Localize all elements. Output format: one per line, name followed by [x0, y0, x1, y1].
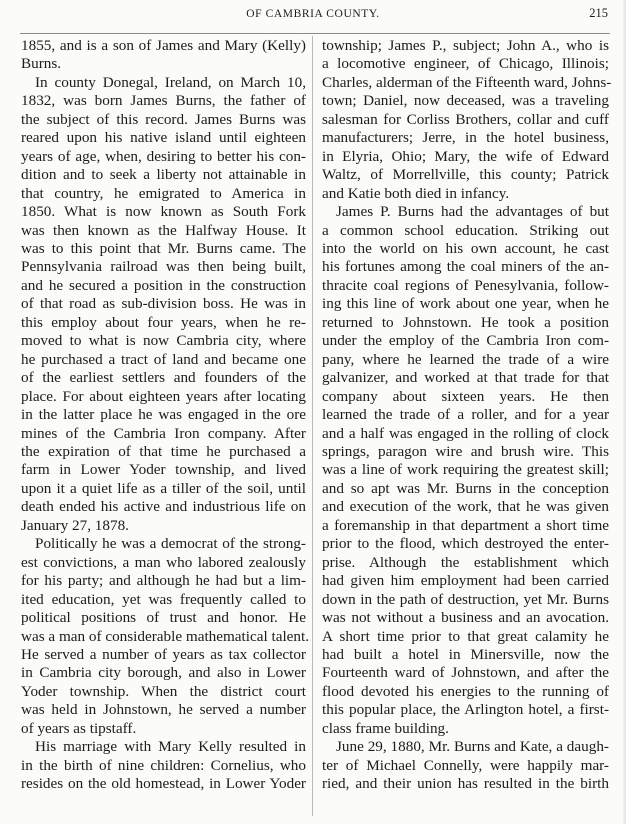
text-line: he purchased a tract of land and became one — [21, 350, 306, 368]
running-title: OF CAMBRIA COUNTY. — [246, 8, 380, 20]
text-line: 1850. What is now known as South Fork — [21, 203, 306, 221]
column-divider — [312, 36, 313, 816]
text-line: A short time prior to that great calamity he — [322, 627, 609, 645]
text-line: springs, paragon wire and brush wire. This — [322, 442, 609, 460]
text-line: had built a hotel in Minersville, now the — [322, 645, 609, 663]
text-line: He served a number of years as tax collector — [21, 645, 306, 663]
text-line: prise. Although the establishment which — [322, 553, 609, 571]
text-line: the expiration of that time he purchased a — [21, 442, 306, 460]
text-line: of years as tipstaff. — [21, 719, 137, 737]
text-line: learned the trade of a roller, and for a year — [322, 406, 609, 424]
text-line: of that road as sub-division boss. He was in — [21, 295, 306, 313]
text-line: est convictions, a man who labored zealously — [21, 553, 306, 571]
text-line: flood devoted his energies to the running of — [322, 682, 609, 700]
left-column — [21, 37, 310, 794]
text-line: ter of Michael Connelly, were happily mar- — [322, 756, 609, 774]
text-line: pany, where he learned the trade of a wire — [322, 350, 609, 368]
text-line: and so apt was Mr. Burns in the conception — [322, 479, 609, 497]
text-line: his fortunes among the coal miners of the an- — [322, 258, 609, 276]
text-line: a foremanship in that department a short time — [322, 516, 609, 534]
text-line: June 29, 1880, Mr. Burns and Kate, a daugh- — [336, 738, 609, 756]
text-line: returned to Johnstown. He took a position — [322, 313, 609, 331]
text-line: galvanizer, and worked at that trade for that — [322, 369, 609, 387]
running-head — [0, 6, 626, 26]
text-line: ited education, yet was frequently called to — [21, 590, 306, 608]
text-line: for his party; and although he had but a lim- — [21, 572, 306, 590]
text-line: resides on the old homestead, in Lower Yoder — [21, 775, 306, 793]
text-line: In county Donegal, Ireland, on March 10, — [35, 73, 306, 91]
text-line: Politically he was a democrat of the strong- — [35, 535, 306, 553]
text-line: upon it a quiet life as a tiller of the soil, until — [21, 479, 306, 497]
text-line: was to this point that Mr. Burns came. The — [21, 239, 306, 257]
text-line: was a line of work requiring the greatest skill; — [322, 461, 609, 479]
text-line: farm in Lower Yoder township, and lived — [21, 461, 306, 479]
text-line: township; James P., subject; John A., who is — [322, 37, 609, 54]
text-line: thracite coal regions of Penesylvania, follow- — [322, 276, 609, 294]
text-line: Pennsylvania railroad was then being built, — [21, 258, 306, 276]
text-line: class frame building. — [322, 719, 449, 737]
text-line: Waltz, of Morrellville, this county; Patrick — [322, 166, 609, 184]
text-line: 1832, was born James Burns, the father of — [21, 92, 306, 110]
text-line: political positions of trust and honor. He — [21, 609, 306, 627]
text-line: that country, he emigrated to America in — [21, 184, 306, 202]
text-line: town; Daniel, now deceased, was a traveling — [322, 92, 609, 110]
text-line: Charles, alderman of the Fifteenth ward, Johns- — [322, 73, 612, 91]
text-line: was a man of considerable mathematical talent. — [21, 627, 310, 645]
text-line: in the latter place he was engaged in the ore — [21, 406, 306, 424]
text-line: of the earliest settlers and founders of the — [21, 369, 306, 387]
text-line: prior to the flood, which destroyed the enter- — [322, 535, 609, 553]
text-line: and he secured a position in the construction — [21, 276, 306, 294]
text-line: James P. Burns had the advantages of but — [336, 203, 609, 221]
text-line: into the world on his own account, he cast — [322, 239, 609, 257]
text-line: and Katie both died in infancy. — [322, 184, 510, 202]
text-line: Fourteenth ward of Johnstown, and after the — [322, 664, 609, 682]
text-line: death ended his active and industrious life on — [21, 498, 306, 516]
text-line: mines of the Cambria Iron company. After — [21, 424, 306, 442]
text-line: and a half was engaged in the rolling of clock — [322, 424, 609, 442]
text-line: in Cambria city borough, and also in Lower — [21, 664, 306, 682]
text-line: had given him employment had been carried — [322, 572, 609, 590]
text-line: a locomotive engineer, of Chicago, Illinois; — [322, 55, 609, 73]
text-line: was held in Johnstown, he served a number — [21, 701, 306, 719]
text-line: this popular place, the Arlington hotel, a first- — [322, 701, 609, 719]
header-rule — [20, 33, 610, 34]
right-column — [322, 37, 612, 794]
text-line: and execution of the work, that he was given — [322, 498, 609, 516]
text-line: manufacturers; Jerre, in the hotel business, — [322, 129, 609, 147]
text-line: January 27, 1878. — [21, 516, 129, 534]
text-line: in the birth of nine children: Cornelius, who — [21, 756, 306, 774]
page-number: 215 — [589, 6, 608, 20]
text-line: was not without a business and an avocation. — [322, 609, 609, 627]
text-line: company about sixteen years. He then — [322, 387, 609, 405]
text-line: Burns. — [21, 55, 62, 73]
text-line: Yoder township. When the district court — [21, 682, 306, 700]
text-line: salesman for Corliss Brothers, collar and cuff — [322, 110, 609, 128]
text-line: under the employ of the Cambria Iron com- — [322, 332, 609, 350]
text-line: ried, and their union has resulted in the birth — [322, 775, 609, 793]
text-line: this employ about four years, when he re- — [21, 313, 306, 331]
text-line: dition and to seek a liberty not attainable in — [21, 166, 306, 184]
text-line: down in the path of destruction, yet Mr. Burns — [322, 590, 609, 608]
text-line: was then known as the Halfway House. It — [21, 221, 306, 239]
text-line: ing this line of work about one year, when he — [322, 295, 609, 313]
text-line: years of age, when, desiring to better his con- — [21, 147, 306, 165]
text-line: moved to what is now Cambria city, where — [21, 332, 306, 350]
text-line: place. For about eighteen years after locating — [21, 387, 306, 405]
text-line: His marriage with Mary Kelly resulted in — [35, 738, 306, 756]
text-line: 1855, and is a son of James and Mary (Kelly) — [21, 37, 306, 54]
text-line: the subject of this record. James Burns was — [21, 110, 306, 128]
text-line: in Elyria, Ohio; Mary, the wife of Edward — [322, 147, 609, 165]
text-line: a common school education. Striking out — [322, 221, 609, 239]
text-line: reared upon his native island until eighteen — [21, 129, 306, 147]
